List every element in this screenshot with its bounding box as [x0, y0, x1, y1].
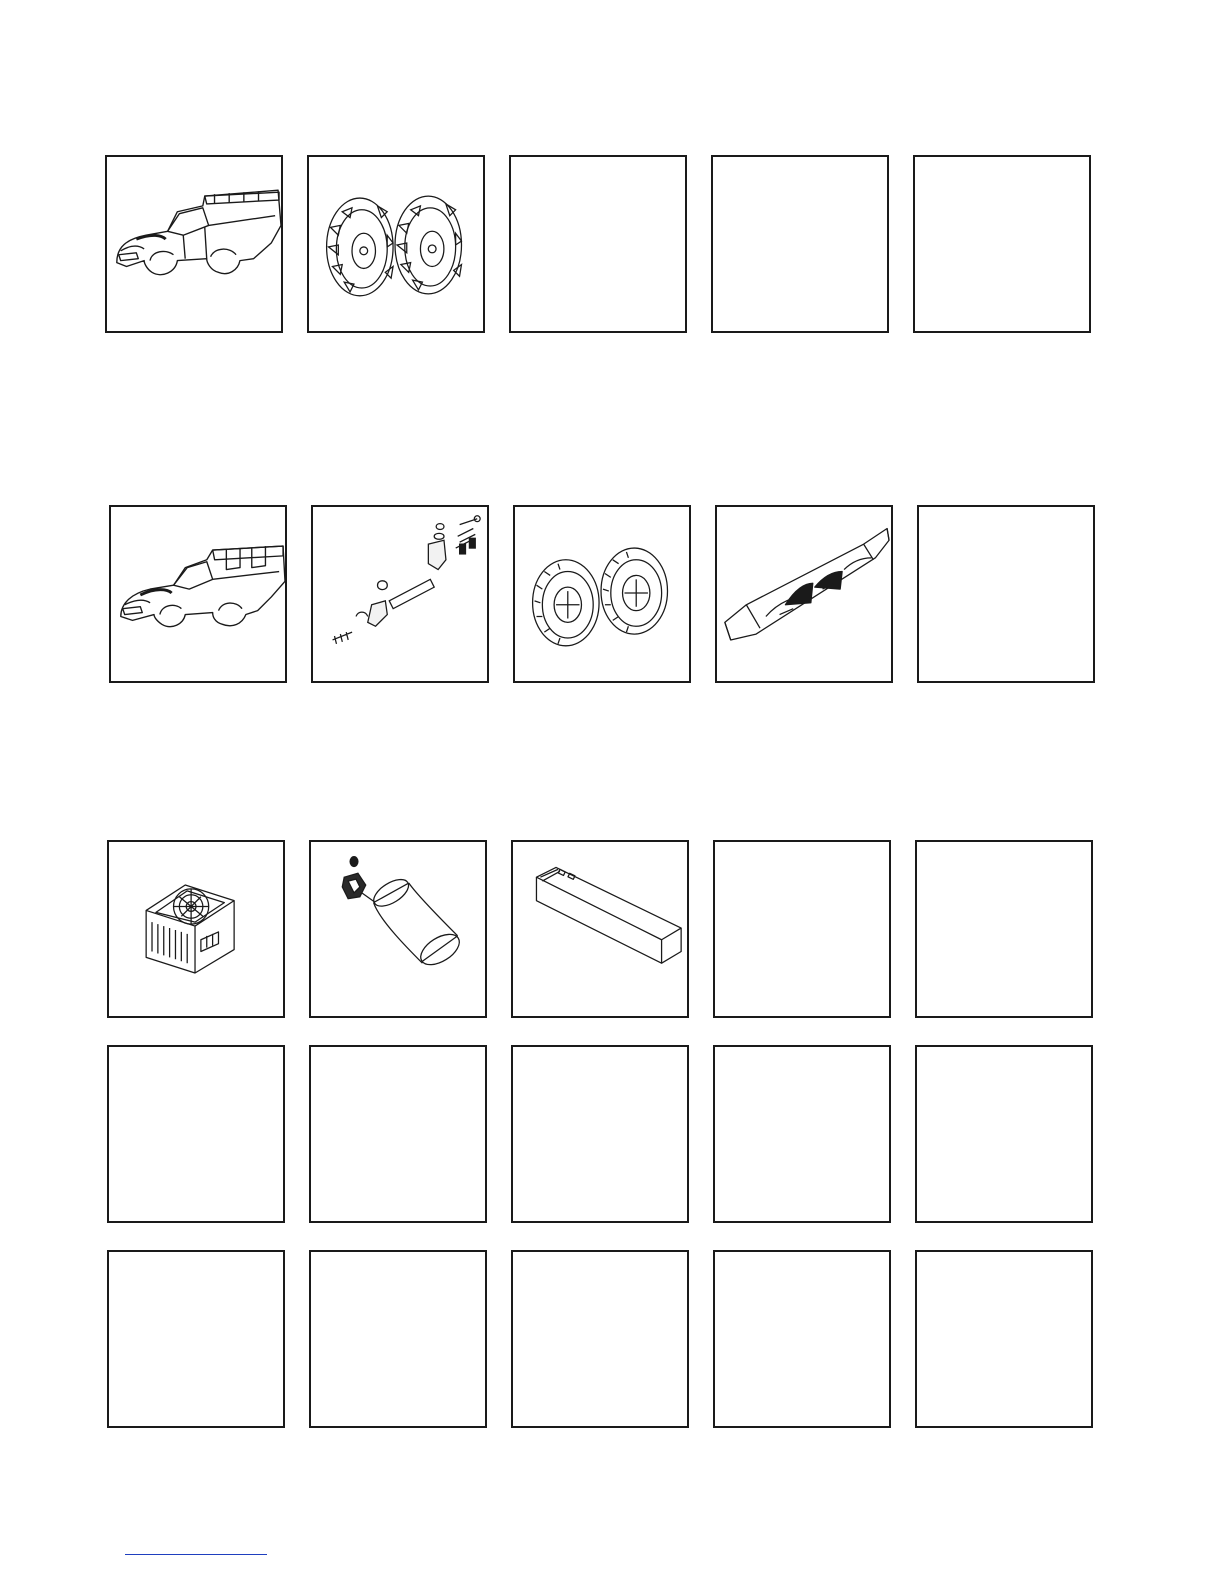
part-box-empty	[915, 840, 1093, 1018]
part-box-monster-truck-body	[105, 155, 283, 333]
onroad-wheels-pair-icon	[515, 507, 689, 681]
part-box-onroad-wheels	[513, 505, 691, 683]
part-box-offroad-wheels	[307, 155, 485, 333]
truggy-body-icon	[111, 507, 285, 681]
part-box-empty	[713, 1045, 891, 1223]
part-box-empty	[713, 1250, 891, 1428]
part-box-battery	[511, 840, 689, 1018]
part-box-motor	[309, 840, 487, 1018]
part-box-empty	[511, 1045, 689, 1223]
part-box-empty	[309, 1250, 487, 1428]
brushless-motor-pinion-icon	[311, 842, 485, 1016]
part-box-empty	[107, 1045, 285, 1223]
footer-link-underline[interactable]	[125, 1554, 267, 1555]
part-box-truggy-body	[109, 505, 287, 683]
monster-truck-body-icon	[107, 157, 281, 331]
part-box-empty	[713, 840, 891, 1018]
part-box-empty	[511, 1250, 689, 1428]
part-box-esc	[107, 840, 285, 1018]
lipo-battery-pack-icon	[513, 842, 687, 1016]
offroad-wheels-pair-icon	[309, 157, 483, 331]
esc-controller-icon	[109, 842, 283, 1016]
part-box-empty	[711, 155, 889, 333]
rear-wing-icon	[717, 507, 891, 681]
part-box-steering-linkage	[311, 505, 489, 683]
part-box-empty	[917, 505, 1095, 683]
part-box-empty	[509, 155, 687, 333]
part-box-empty	[913, 155, 1091, 333]
part-box-rear-wing	[715, 505, 893, 683]
part-box-empty	[915, 1250, 1093, 1428]
part-box-empty	[107, 1250, 285, 1428]
part-box-empty	[309, 1045, 487, 1223]
part-box-empty	[915, 1045, 1093, 1223]
steering-linkage-parts-icon	[313, 507, 487, 681]
